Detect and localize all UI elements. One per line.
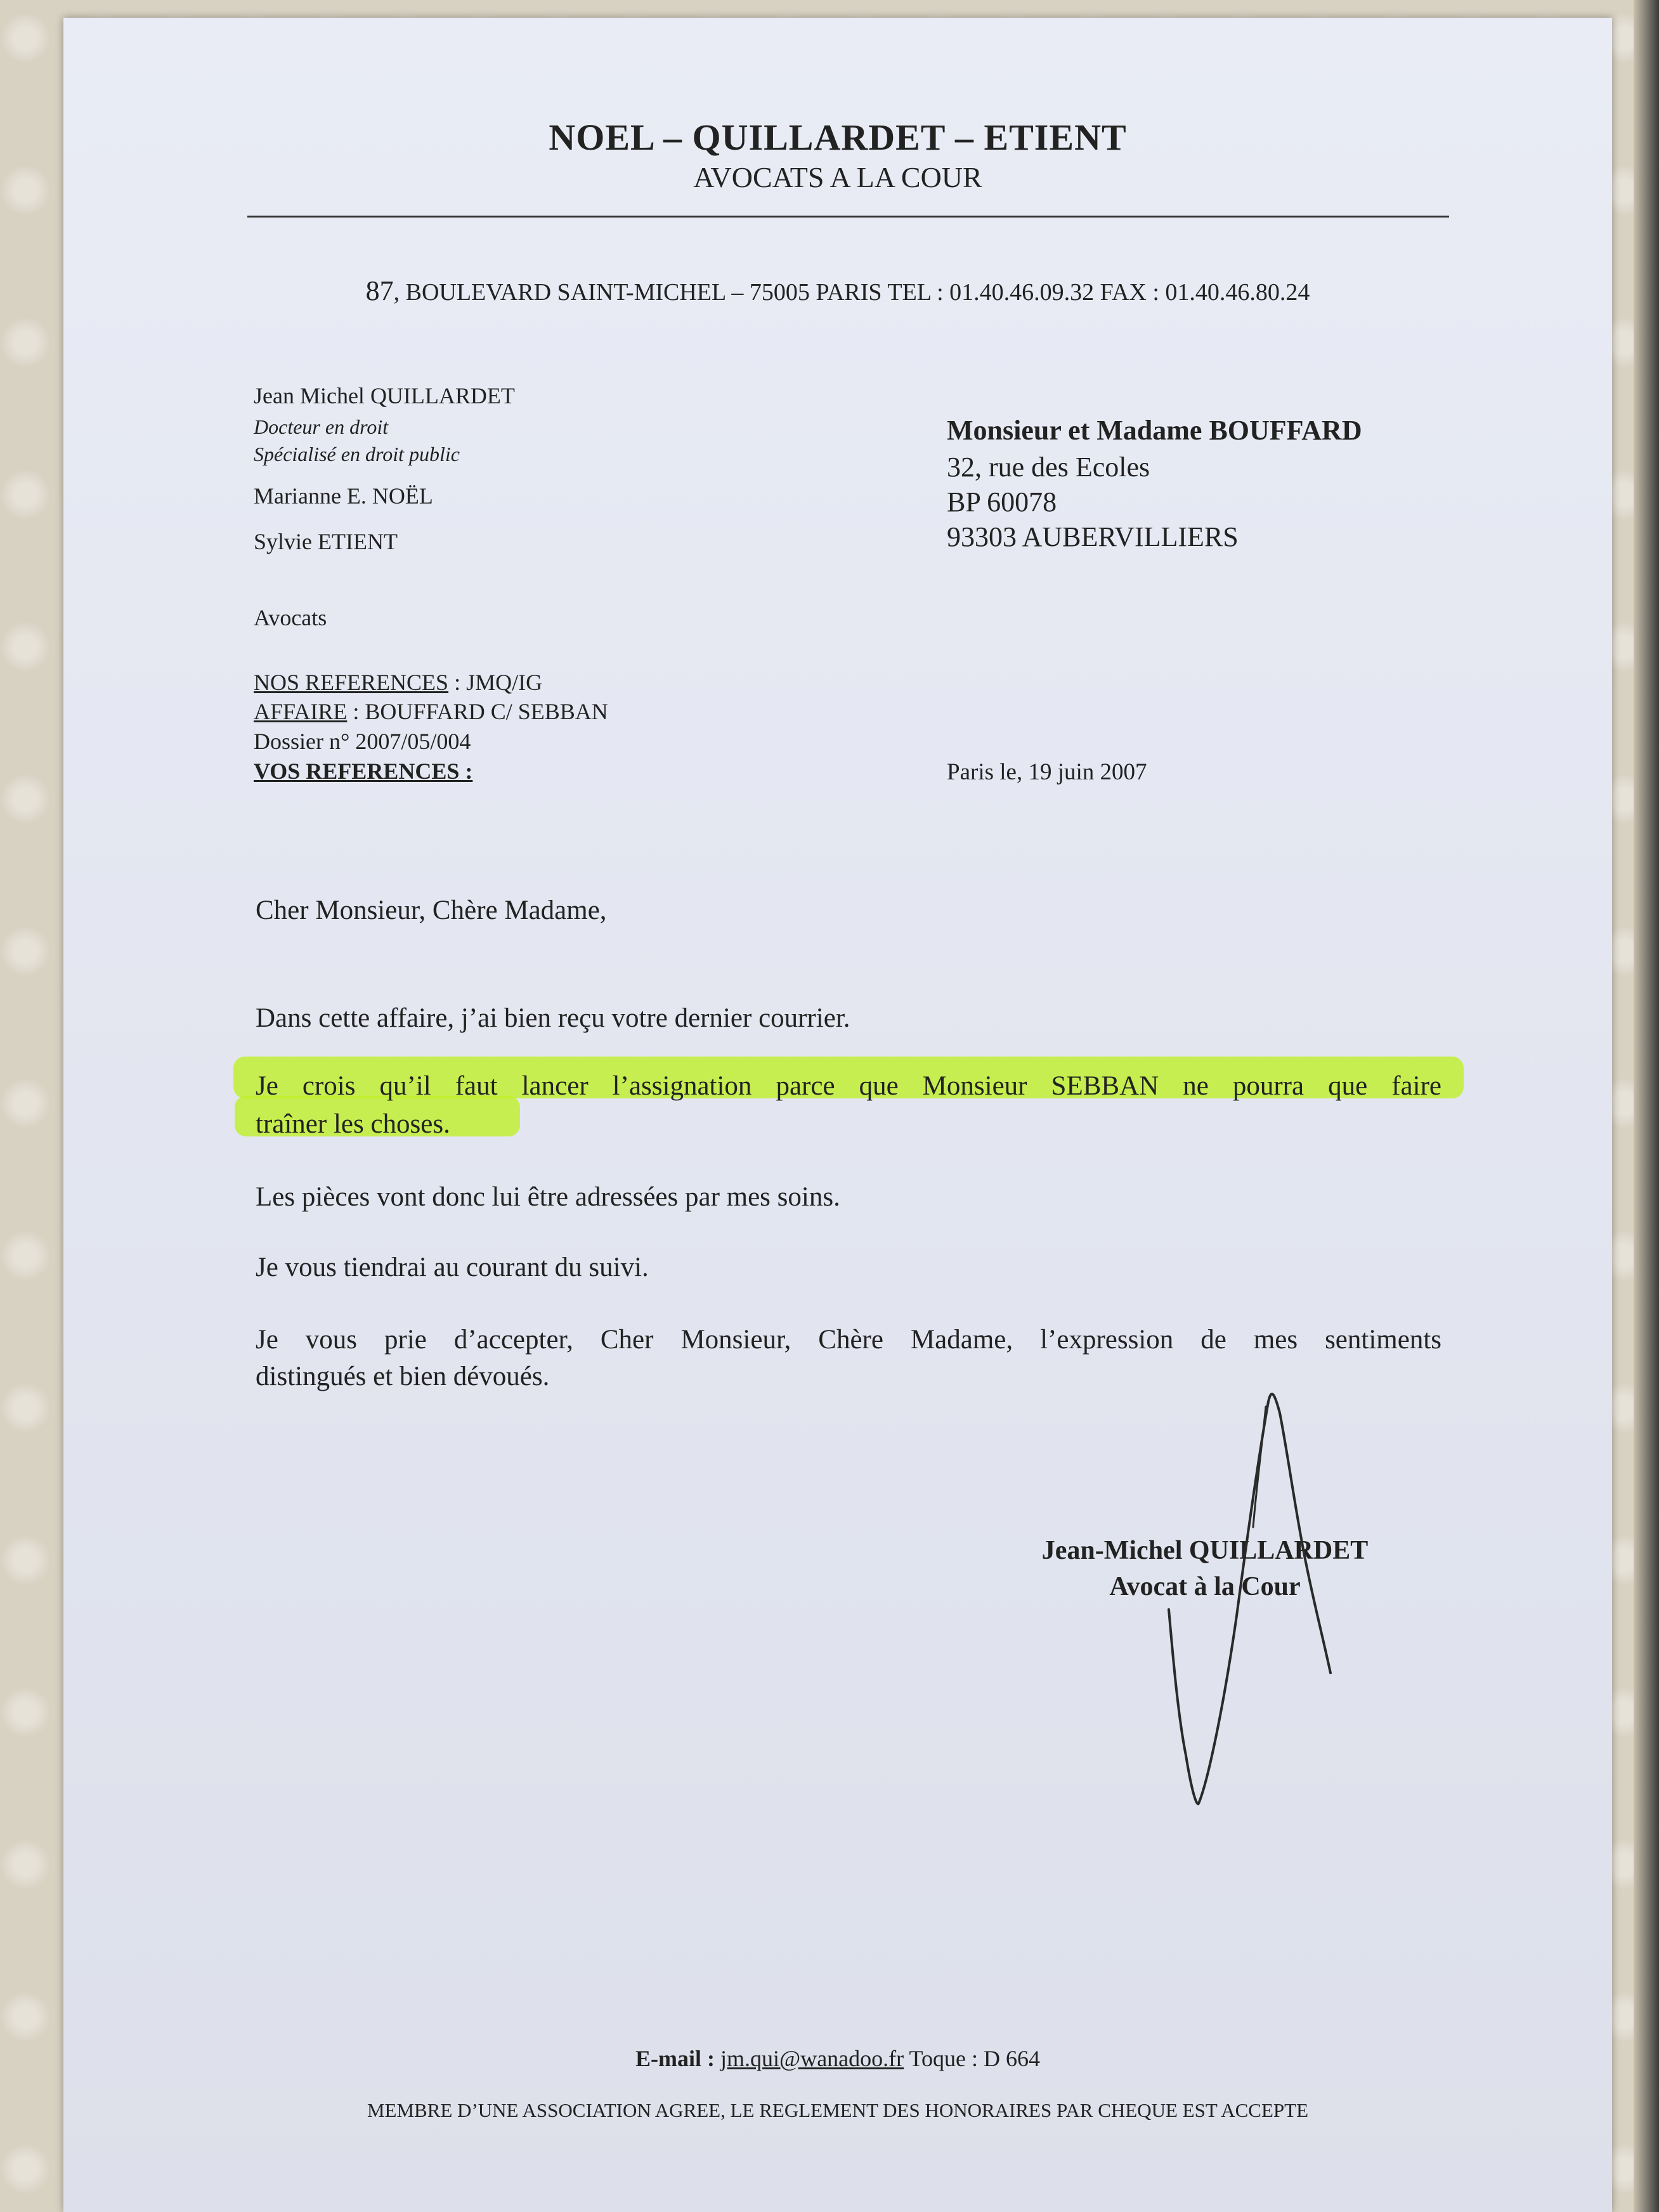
paragraph-assignation-line-2: traîner les choses. xyxy=(256,1109,450,1139)
firm-address xyxy=(63,275,1612,307)
recipient-street: 32, rue des Ecoles xyxy=(947,452,1150,483)
paragraph-documents: Les pièces vont donc lui être adressées par mes soins. xyxy=(256,1182,840,1212)
email-link[interactable]: jm.qui@wanadoo.fr xyxy=(720,2046,904,2071)
case-affair-value: : BOUFFARD C/ SEBBAN xyxy=(347,699,608,724)
our-references-value: : JMQ/IG xyxy=(448,670,543,695)
lawyer-name-3: Sylvie ETIENT xyxy=(254,529,398,554)
lawyers-role: Avocats xyxy=(254,605,327,630)
signatory-name: Jean-Michel QUILLARDET xyxy=(1041,1536,1369,1565)
email-label: E-mail : xyxy=(635,2046,715,2071)
handwritten-signature xyxy=(1078,1375,1395,1831)
salutation: Cher Monsieur, Chère Madame, xyxy=(256,895,607,925)
file-number: Dossier n° 2007/05/004 xyxy=(254,729,471,754)
case-affair xyxy=(254,698,608,725)
background-edge xyxy=(1634,0,1659,2212)
paragraph-follow-up: Je vous tiendrai au courant du suivi. xyxy=(256,1252,649,1282)
paragraph-received: Dans cette affaire, j’ai bien reçu votre dernier courrier. xyxy=(256,1003,850,1033)
lawyer-title-1a: Docteur en droit xyxy=(254,415,389,438)
our-references xyxy=(254,669,542,696)
letter-page xyxy=(63,18,1612,2212)
firm-name: NOEL – QUILLARDET – ETIENT xyxy=(549,117,1127,158)
letter-date: Paris le, 19 juin 2007 xyxy=(947,759,1147,785)
toque-number: Toque : D 664 xyxy=(909,2046,1040,2071)
lawyer-title-1b: Spécialisé en droit public xyxy=(254,443,460,465)
closing-line-1: Je vous prie d’accepter, Cher Monsieur, Chère Madame, l’expression de mes sentiments xyxy=(256,1325,1441,1355)
header-divider xyxy=(247,216,1449,218)
closing-line-2: distingués et bien dévoués. xyxy=(256,1362,550,1391)
recipient-bp: BP 60078 xyxy=(947,486,1057,517)
lawyer-name-2: Marianne E. NOËL xyxy=(254,483,433,509)
signatory-title: Avocat à la Cour xyxy=(1109,1572,1301,1601)
address-text: , BOULEVARD SAINT-MICHEL – 75005 PARIS TEL : 01.40.46.09.32 FAX : 01.40.46.80.24 xyxy=(393,279,1310,306)
case-affair-label: AFFAIRE xyxy=(254,699,348,724)
recipient-name: Monsieur et Madame BOUFFARD xyxy=(947,415,1362,446)
paragraph-assignation-line-1: Je crois qu’il faut lancer l’assignation parce que Monsieur SEBBAN ne pourra que faire xyxy=(256,1071,1441,1101)
footer-membership: MEMBRE D’UNE ASSOCIATION AGREE, LE REGLEMENT DES HONORAIRES PAR CHEQUE EST ACCEPTE xyxy=(367,2099,1309,2121)
firm-subtitle: AVOCATS A LA COUR xyxy=(693,161,982,193)
your-references: VOS REFERENCES : xyxy=(254,758,473,784)
address-number: 87 xyxy=(365,275,394,306)
our-references-label: NOS REFERENCES xyxy=(254,670,449,695)
footer-contact xyxy=(63,2045,1612,2072)
recipient-city: 93303 AUBERVILLIERS xyxy=(947,521,1239,552)
lawyer-name-1: Jean Michel QUILLARDET xyxy=(254,383,515,408)
